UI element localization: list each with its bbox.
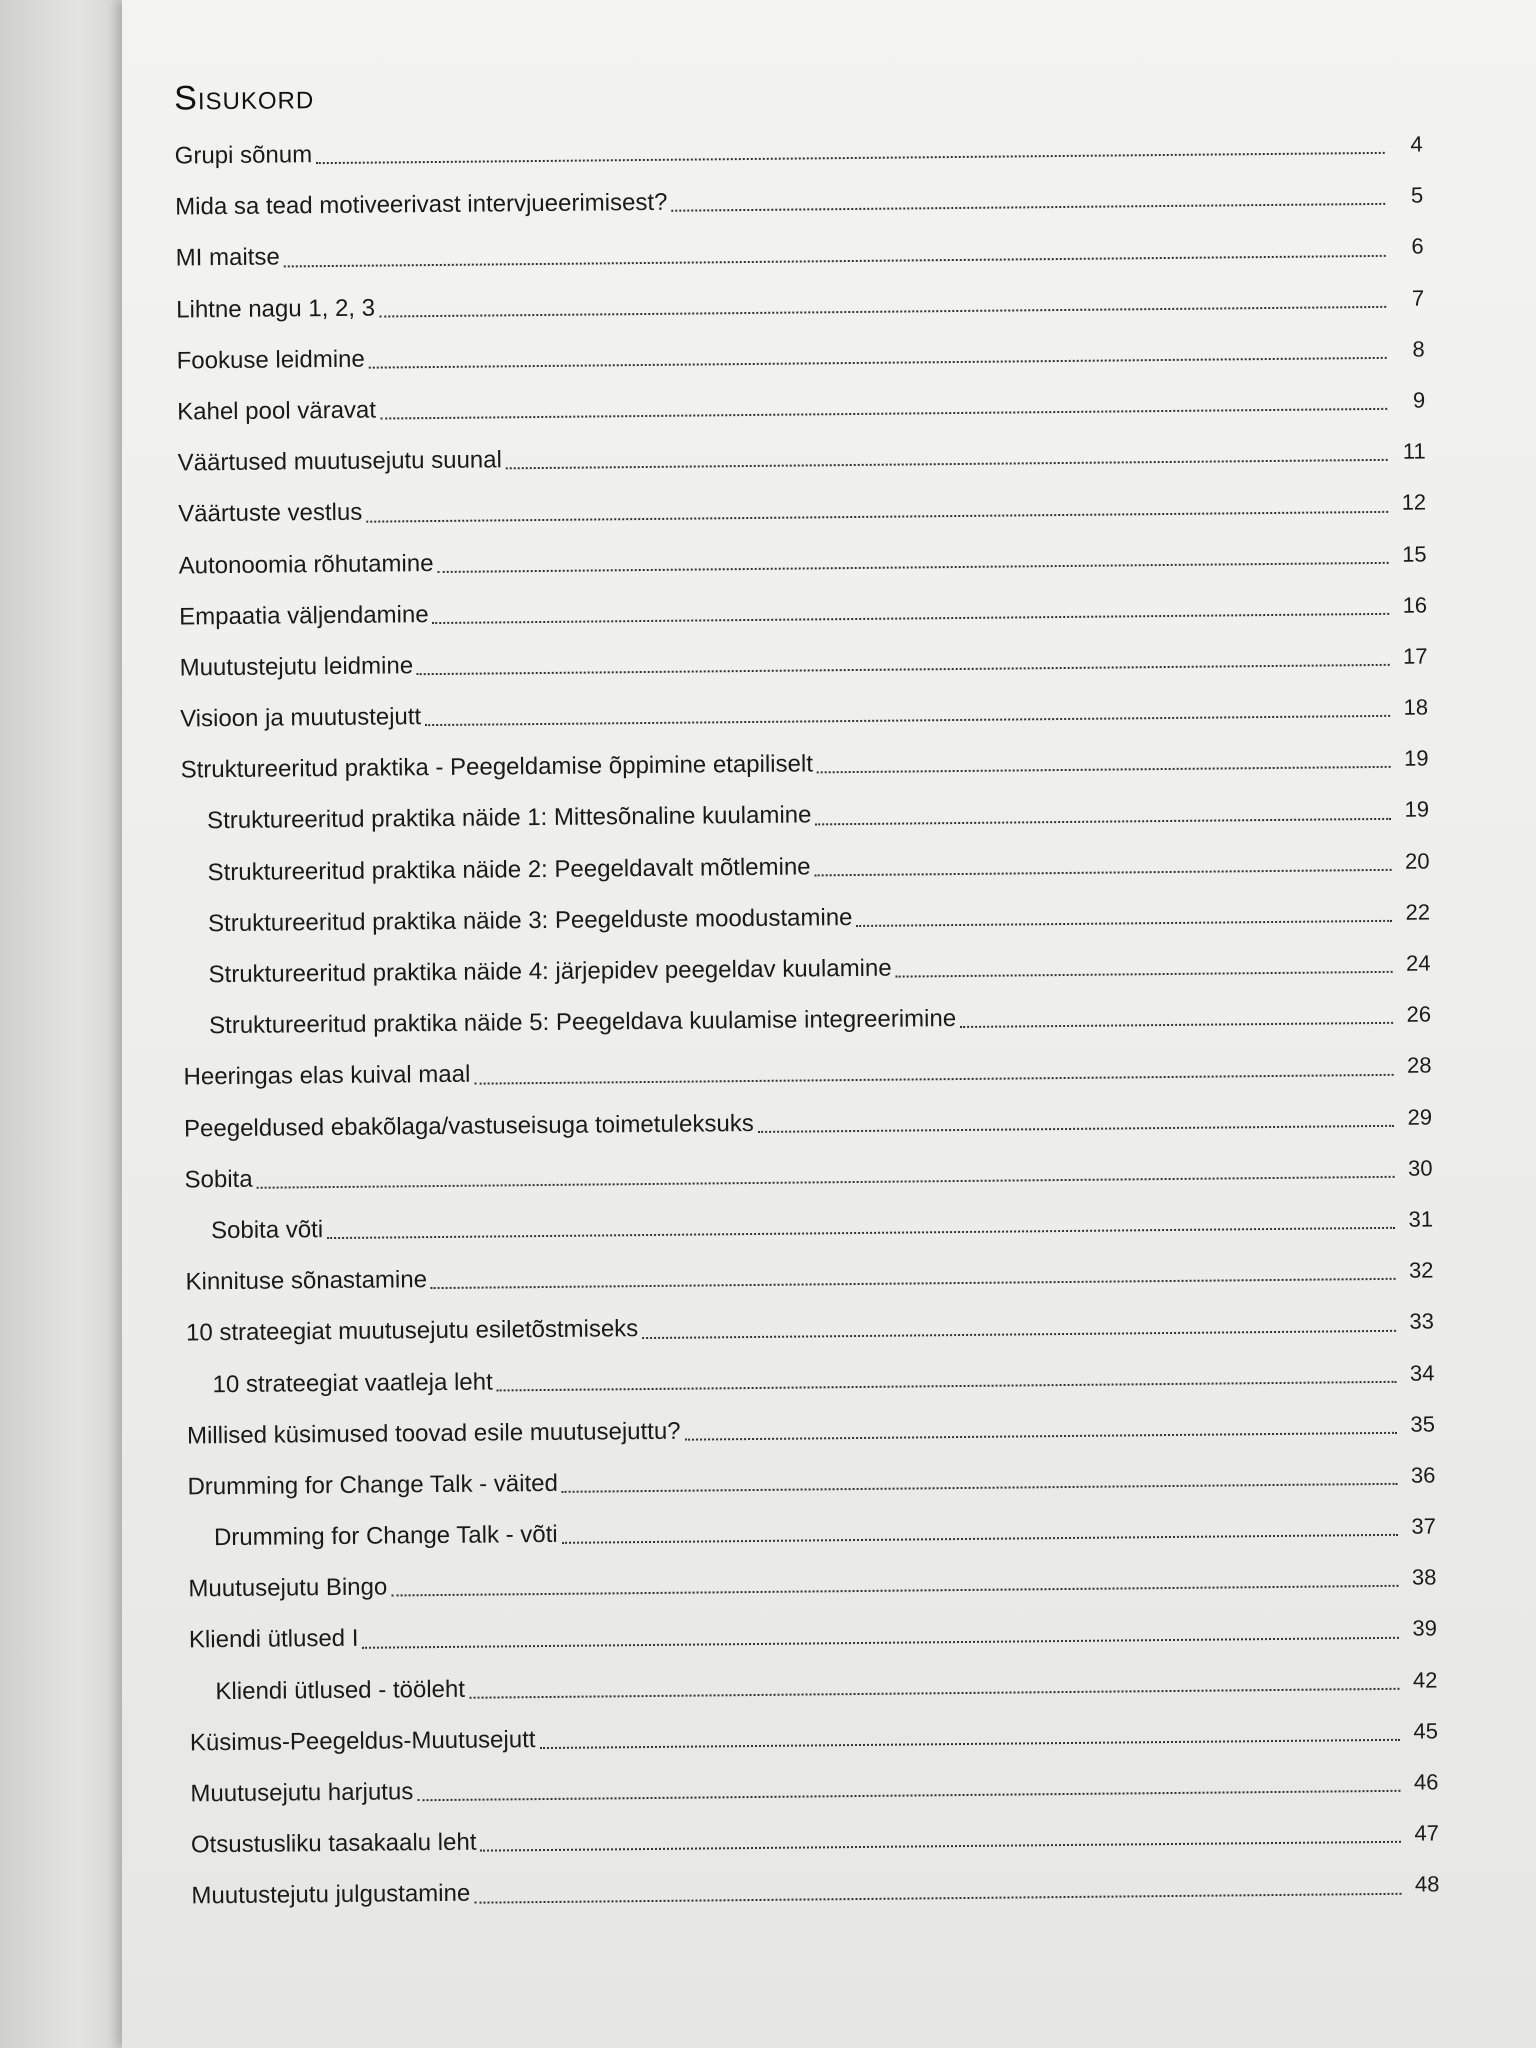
toc-dot-leader [433,613,1389,624]
toc-page-number: 22 [1405,899,1431,925]
toc-dot-leader [417,1790,1400,1801]
toc-dot-leader [896,971,1393,978]
toc-entry-label: Empaatia väljendamine [179,600,429,631]
toc-page-number: 46 [1413,1769,1439,1795]
toc-dot-leader [425,715,1390,726]
toc-page-number: 17 [1402,643,1428,669]
toc-entry-label: Visioon ja muutustejutt [180,703,422,733]
toc-dot-leader [562,1483,1398,1493]
toc-page-number: 45 [1413,1718,1439,1744]
toc-page-number: 19 [1403,745,1429,771]
toc-entry-label: Muutusejutu Bingo [188,1573,388,1603]
toc-page-number: 31 [1408,1206,1434,1232]
toc-page-number: 38 [1411,1564,1437,1590]
toc-dot-leader [671,203,1385,212]
toc-page-number: 30 [1407,1155,1433,1181]
toc-entry-label: MI maitse [175,243,280,272]
toc-page-number: 12 [1401,489,1427,516]
toc-dot-leader [438,562,1389,573]
toc-page-number: 19 [1404,796,1430,823]
toc-entry-label: Lihtne nagu 1, 2, 3 [176,294,376,324]
toc-entry-label: Muutusejutu harjutus [190,1778,414,1808]
toc-dot-leader [685,1432,1397,1441]
toc-dot-leader [431,1278,1395,1289]
toc-dot-leader [815,817,1391,825]
toc-entry-label: Sobita [184,1165,253,1194]
toc-page-number: 15 [1402,540,1427,567]
toc-entry-label: Väärtuste vestlus [178,499,363,528]
toc-dot-leader [562,1534,1398,1544]
toc-dot-leader [497,1381,1397,1392]
toc-entry-label: Väärtused muutusejutu suunal [177,446,503,477]
toc-entry-label: Küsimus-Peegeldus-Muutusejutt [189,1725,536,1757]
toc-page-number: 6 [1411,233,1424,260]
toc-page-number: 18 [1403,694,1429,720]
toc-entry-label: 10 strateegiat vaatleja leht [212,1368,493,1398]
toc-entry-label: Drumming for Change Talk - väited [187,1469,559,1501]
toc-entry-label: Autonoomia rõhutamine [178,549,434,579]
toc-page-number: 9 [1412,387,1426,413]
table-of-contents [122,68,1440,1923]
toc-dot-leader [857,920,1393,927]
toc-page-number: 7 [1411,285,1425,311]
toc-page-number: 33 [1409,1308,1435,1335]
toc-page-number: 37 [1411,1513,1437,1539]
toc-dot-leader [815,869,1392,877]
toc-dot-leader [758,1125,1394,1133]
toc-page-number: 32 [1408,1257,1434,1283]
toc-title: Sisukord [173,78,315,118]
toc-page-number: 42 [1412,1667,1438,1693]
toc-page-number: 39 [1412,1615,1438,1642]
toc-entry-label: Otsustusliku tasakaalu leht [190,1828,477,1859]
toc-dot-leader [506,459,1388,469]
toc-entry-label: Peegeldused ebakõlaga/vastuseisuga toimetuleksuks [183,1109,754,1143]
toc-dot-leader [316,152,1385,164]
toc-dot-leader [284,254,1386,267]
toc-entry-label: Struktureeritud praktika näide 3: Peegelduste moodustamine [207,903,853,938]
toc-entry-label: Heeringas elas kuival maal [183,1061,471,1091]
toc-page-number: 28 [1406,1052,1432,1079]
toc-dot-leader [469,1688,1399,1699]
toc-page-number: 4 [1410,131,1423,157]
page-gutter [0,0,130,2048]
toc-dot-leader [380,408,1387,420]
toc-page-number: 26 [1406,1001,1432,1027]
toc-entry-label: Sobita võti [210,1216,324,1245]
toc-page-number: 48 [1414,1871,1440,1898]
toc-entry-label: Struktureeritud praktika näide 5: Peegeldava kuulamise integreerimine [208,1005,957,1040]
toc-dot-leader [391,1585,1398,1597]
toc-entry-label: Kliendi ütlused I [188,1625,359,1654]
toc-entry-label: 10 strateegiat muutusejutu esiletõstmiseks [185,1315,639,1347]
toc-dot-leader [369,357,1387,369]
toc-page-number: 29 [1407,1104,1433,1130]
toc-entry-label: Kahel pool väravat [177,396,377,426]
toc-page-number: 24 [1405,950,1431,976]
toc-page-number: 47 [1414,1820,1440,1846]
toc-entry-label: Struktureeritud praktika - Peegeldamise õppimine etapiliselt [180,750,814,784]
toc-entry-label: Struktureeritud praktika näide 2: Peegeldavalt mõtlemine [207,853,811,886]
toc-dot-leader [960,1022,1393,1028]
toc-dot-leader [366,510,1388,522]
toc-entry-label: Struktureeritud praktika näide 4: järjepidev peegeldav kuulamine [208,954,892,989]
toc-dot-leader [480,1841,1400,1852]
toc-entry-label: Millised küsimused toovad esile muutusejuttu? [186,1417,681,1450]
toc-dot-leader [363,1636,1400,1648]
toc-entry-label: Struktureeritud praktika näide 1: Mittesõnaline kuulamine [206,801,812,835]
toc-page-number: 5 [1410,182,1424,208]
toc-entry-label: Kliendi ütlused - tööleht [215,1675,466,1705]
toc-entry-label: Fookuse leidmine [176,345,365,375]
toc-page-number: 35 [1410,1411,1436,1437]
toc-dot-leader [257,1176,1395,1189]
toc-page-number: 36 [1410,1462,1436,1488]
toc-entry-label: Mida sa tead motiveerivast intervjueerimisest? [175,188,668,221]
toc-page-number: 20 [1404,848,1430,874]
toc-dot-leader [474,1892,1401,1903]
toc-dot-leader [327,1227,1395,1239]
toc-dot-leader [417,664,1390,675]
toc-dot-leader [540,1739,1400,1749]
toc-page-number: 8 [1412,336,1425,362]
toc-entry-label: Kinnituse sõnastamine [185,1266,428,1296]
toc-page-number: 16 [1402,592,1428,618]
toc-dot-leader [817,766,1391,774]
toc-entry-label: Muutustejutu leidmine [179,652,414,682]
toc-list [122,119,1439,1923]
toc-page-number: 11 [1402,438,1426,464]
toc-dot-leader [379,306,1386,318]
toc-dot-leader [642,1329,1396,1338]
toc-entry-label: Drumming for Change Talk - võti [213,1520,558,1552]
toc-entry-label: Muutustejutu julgustamine [191,1880,471,1910]
toc-entry-label: Grupi sõnum [174,141,313,170]
toc-dot-leader [474,1073,1393,1084]
toc-page-number: 34 [1409,1359,1435,1386]
